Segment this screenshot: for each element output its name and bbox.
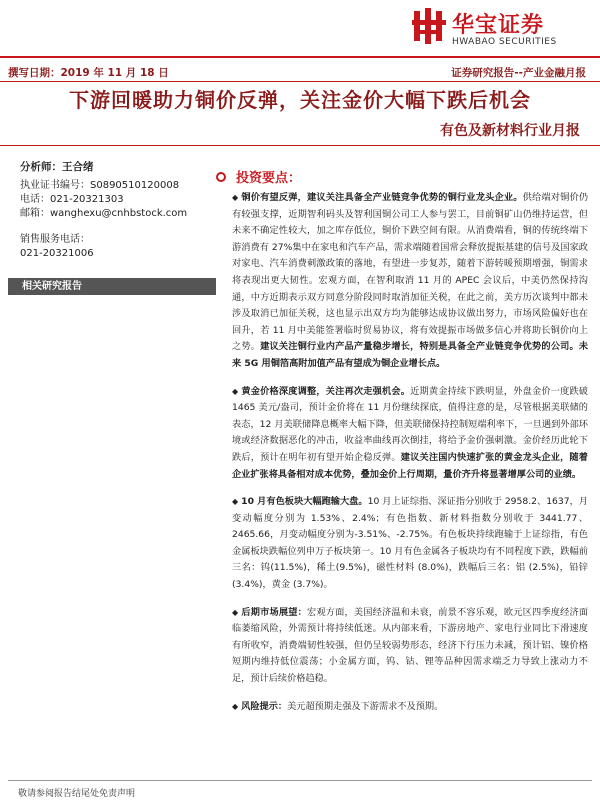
para-tail: 建议关注铜行业内产品产量稳步增长，特别是具备全产业链竞争优势的公司。未来 5G 用铜箔高附加值产品有望成为铜企业增长点。 [232, 341, 589, 369]
page-subtitle: 有色及新材料行业月报 [440, 123, 580, 139]
bullet-icon: ◆ [232, 701, 239, 711]
key-points-body [232, 190, 588, 726]
company-logo [412, 6, 582, 52]
header-bottom-rule [0, 81, 600, 82]
logo-cn-text: 华宝证券 [452, 13, 545, 38]
related-reports-tab[interactable]: 相关研究报告 [8, 278, 216, 295]
title-rule [0, 145, 600, 146]
key-points-header [216, 166, 301, 186]
para-lead: 10 月有色板块大幅跑输大盘。 [241, 496, 368, 508]
paragraph-october [232, 494, 588, 594]
footer-rule [8, 780, 592, 781]
para-lead: 风险提示： [241, 700, 288, 712]
bullet-icon: ◆ [232, 193, 239, 202]
report-series: 证券研究报告--产业金融月报 [451, 67, 586, 79]
bullet-icon: ◆ [232, 607, 239, 617]
page-title: 下游回暖助力铜价反弹，关注金价大幅下跌后机会 [69, 88, 531, 112]
paragraph-copper [232, 190, 588, 373]
para-body: 美元超预期走强及下游需求不及预期。 [287, 700, 444, 712]
para-tail: 建议关注国内快速扩张的黄金龙头企业，随着企业扩张将具备相对成本优势，叠加金价上行周期，量价齐升将显著增厚公司的业绩。 [232, 451, 588, 480]
paragraph-gold [232, 384, 588, 484]
paragraph-outlook [232, 605, 588, 688]
analyst-cert: 执业证书编号：S0890510120008 [20, 180, 180, 191]
bullet-icon: ◆ [232, 386, 239, 396]
hwabao-logo-icon [412, 8, 446, 44]
sales-phone: 021-20321006 [20, 248, 94, 259]
header-top-rule [0, 56, 600, 58]
para-body: 宏观方面，美国经济温和未衰，前景不容乐观，欧元区四季度经济面临萎缩风险，外需预计将持续低迷。从内部来看，下游房地产、家电行业同比下滑速度有所收窄，消费端韧性较强，但仍呈较弱势形态，经济下行压力未减，预计铝、镍价格短期内维持低位震荡；小金属方面，钨、钴、锂等品种因需求端乏力导致上涨动力不足，预计后续价格趋稳。 [232, 606, 589, 685]
para-lead: 后期市场展望： [241, 606, 307, 618]
analyst-name: 分析师：王合绪 [20, 161, 94, 173]
footer-disclaimer: 敬请参阅报告结尾处免责声明 [18, 789, 136, 799]
para-body: 10 月上证综指、深证指分别收于 2958.2、1637，月变动幅度分别为 1.53%、2.4%；有色指数、新材料指数分别收于 3441.77、2465.66，月变动幅度分别为-3.51%、-2.75%。有色板块持续跑输于上证综指，有色金属板块跌幅位列申万子板块第一。10 月有色金属各子板块均有不同程度下跌，跌幅前三名：钨(11.5%)，稀土(9.5%)，磁性材料 (8.0%)，跌幅后三名：铝 (2.5%)，铅锌 (3.4%)，黄金 (3.7%)。 [232, 496, 588, 591]
logo-en-text: HWABAO SECURITIES [452, 37, 557, 47]
analyst-phone: 电话：021-20321303 [20, 194, 124, 205]
para-lead: 黄金价格深度调整，关注再次走强机会。 [241, 385, 411, 397]
para-body: 供给端对铜价仍有较强支撑，近期智利码头及智利国铜公司工人参与罢工，目前铜矿山仍维持运营，但未来不确定性较大，加之库存低位，铜价下跌空间有限。从消费端看，铜的传统终端下游消费有 27%集中在家电和汽车产品，需求端随着国常会释放提振基建的信号及国家政对家电、汽车消费刺激政策的落地，有望进一步复苏，随着下游转暖预期增强，铜需求将表现出更大韧性。宏观方面，在智利取消 11 月的 APEC 会议后，中美仍然保持沟通，中方近期表示双方同意分阶段同时取消加征关税，在此之前，美方历次谈判中都未涉及取消已加征关税，这也显示出双方均为能够达成协议做出努力，市场风险偏好也在回升，若 11 月中美能签署临时贸易协议，将有效提振市场做多信心并将助长铜价向上之势。 [232, 192, 589, 353]
target-icon [216, 172, 226, 182]
para-body: 近期黄金持续下跌明显，外盘金价一度跌破 1465 美元/盎司，预计金价将在 11 月份继续探底，值得注意的是，尽管根据美联储的表态，12 月美联储降息概率大幅下降，但美联储保持控制短端利率下，一旦遇到外部环境或经济数据恶化的冲击，收益率曲线再次倒挂，将给予金价强刺激。金价经历此轮下跌后，预计在明年初有望开始企稳反弹。 [232, 385, 588, 463]
key-points-title: 投资要点： [236, 171, 302, 186]
report-date: 撰写日期：2019 年 11 月 18 日 [8, 67, 169, 79]
sales-label: 销售服务电话： [20, 234, 90, 245]
analyst-sidebar [20, 160, 200, 261]
paragraph-risk [232, 699, 588, 716]
bullet-icon: ◆ [232, 497, 239, 507]
para-lead: 铜价有望反弹，建议关注具备全产业链竞争优势的铜行业龙头企业。 [241, 192, 523, 203]
analyst-email[interactable]: 邮箱：wanghexu@cnhbstock.com [20, 208, 188, 219]
